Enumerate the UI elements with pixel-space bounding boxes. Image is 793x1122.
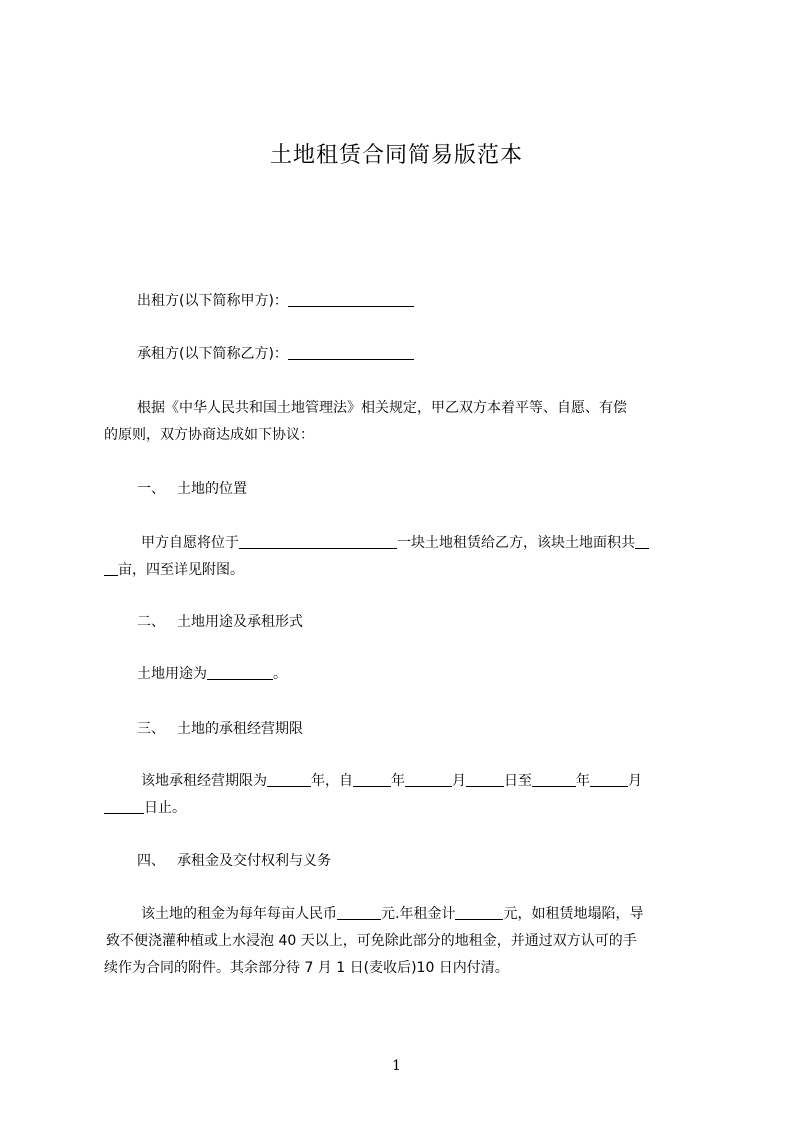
section-4-heading	[137, 851, 331, 871]
section-2-text-b: 。	[273, 666, 287, 682]
lessor-label: 出租方(以下简称甲方)：	[137, 293, 288, 309]
section-4-line-2: 致不便浇灌种植或上水浸泡 40 天以上，可免除此部分的地租金，并通过双方认可的手	[106, 933, 637, 949]
preamble-line-2: 的原则，双方协商达成如下协议：	[104, 427, 314, 443]
land-use-blank[interactable]	[207, 664, 273, 680]
page-number: 1	[392, 1058, 401, 1074]
section-3-number: 三、	[137, 721, 165, 737]
section-1-text-a: 甲方自愿将位于	[141, 535, 239, 551]
lessee-line	[137, 344, 414, 364]
end-month-blank[interactable]	[590, 771, 628, 787]
section-1-title: 土地的位置	[177, 481, 247, 497]
section-2-title: 土地用途及承租形式	[177, 614, 303, 630]
start-year-blank[interactable]	[353, 771, 391, 787]
start-day-blank[interactable]	[466, 771, 504, 787]
section-4-title: 承租金及交付权利与义务	[177, 853, 331, 869]
term-text-1: 该地承租经营期限为	[141, 773, 267, 789]
term-text-8: 日止。	[144, 800, 186, 816]
section-2-line-1	[137, 664, 287, 684]
start-month-blank[interactable]	[405, 771, 452, 787]
section-3-title: 土地的承租经营期限	[177, 721, 303, 737]
section-2-text-a: 土地用途为	[137, 666, 207, 682]
preamble-line-1: 根据《中华人民共和国土地管理法》相关规定，甲乙双方本着平等、自愿、有偿	[137, 400, 627, 416]
section-1-line-1	[141, 533, 649, 553]
rent-per-mu-blank[interactable]	[337, 904, 381, 920]
rent-text-3: 元，如租赁地塌陷，导	[503, 906, 644, 922]
lessee-label: 承租方(以下简称乙方)：	[137, 346, 288, 362]
section-4-line-3: 续作为合同的附件。其余部分待 7 月 1 日(麦收后)10 日内付清。	[104, 960, 509, 976]
term-text-5: 日至	[504, 773, 532, 789]
area-blank-b[interactable]	[104, 560, 118, 576]
term-text-4: 月	[452, 773, 466, 789]
section-1-text-c: 亩，四至详见附图。	[118, 562, 244, 578]
section-1-line-2	[104, 560, 244, 580]
term-years-blank[interactable]	[267, 771, 311, 787]
section-1-number: 一、	[137, 481, 165, 497]
section-4-line-1	[141, 904, 643, 924]
term-text-6: 年	[576, 773, 590, 789]
section-3-line-1	[141, 771, 642, 791]
area-blank-a[interactable]	[635, 533, 649, 549]
section-3-heading	[137, 719, 303, 739]
lessor-blank[interactable]	[288, 291, 414, 307]
annual-rent-blank[interactable]	[455, 904, 503, 920]
location-blank[interactable]	[239, 533, 397, 549]
document-title: 土地租赁合同简易版范本	[269, 143, 523, 168]
lessor-line	[137, 291, 414, 311]
section-2-heading	[137, 612, 303, 632]
lessee-blank[interactable]	[288, 344, 414, 360]
section-3-line-2	[104, 798, 186, 818]
section-4-number: 四、	[137, 853, 165, 869]
term-text-7: 月	[628, 773, 642, 789]
section-2-number: 二、	[137, 614, 165, 630]
end-year-blank[interactable]	[532, 771, 576, 787]
end-day-blank[interactable]	[104, 798, 144, 814]
term-text-2: 年，自	[311, 773, 353, 789]
rent-text-2: 元.年租金计	[381, 906, 456, 922]
section-1-text-b: 一块土地租赁给乙方，该块土地面积共	[397, 535, 635, 551]
section-1-heading	[137, 479, 247, 499]
rent-text-1: 该土地的租金为每年每亩人民币	[141, 906, 337, 922]
term-text-3: 年	[391, 773, 405, 789]
